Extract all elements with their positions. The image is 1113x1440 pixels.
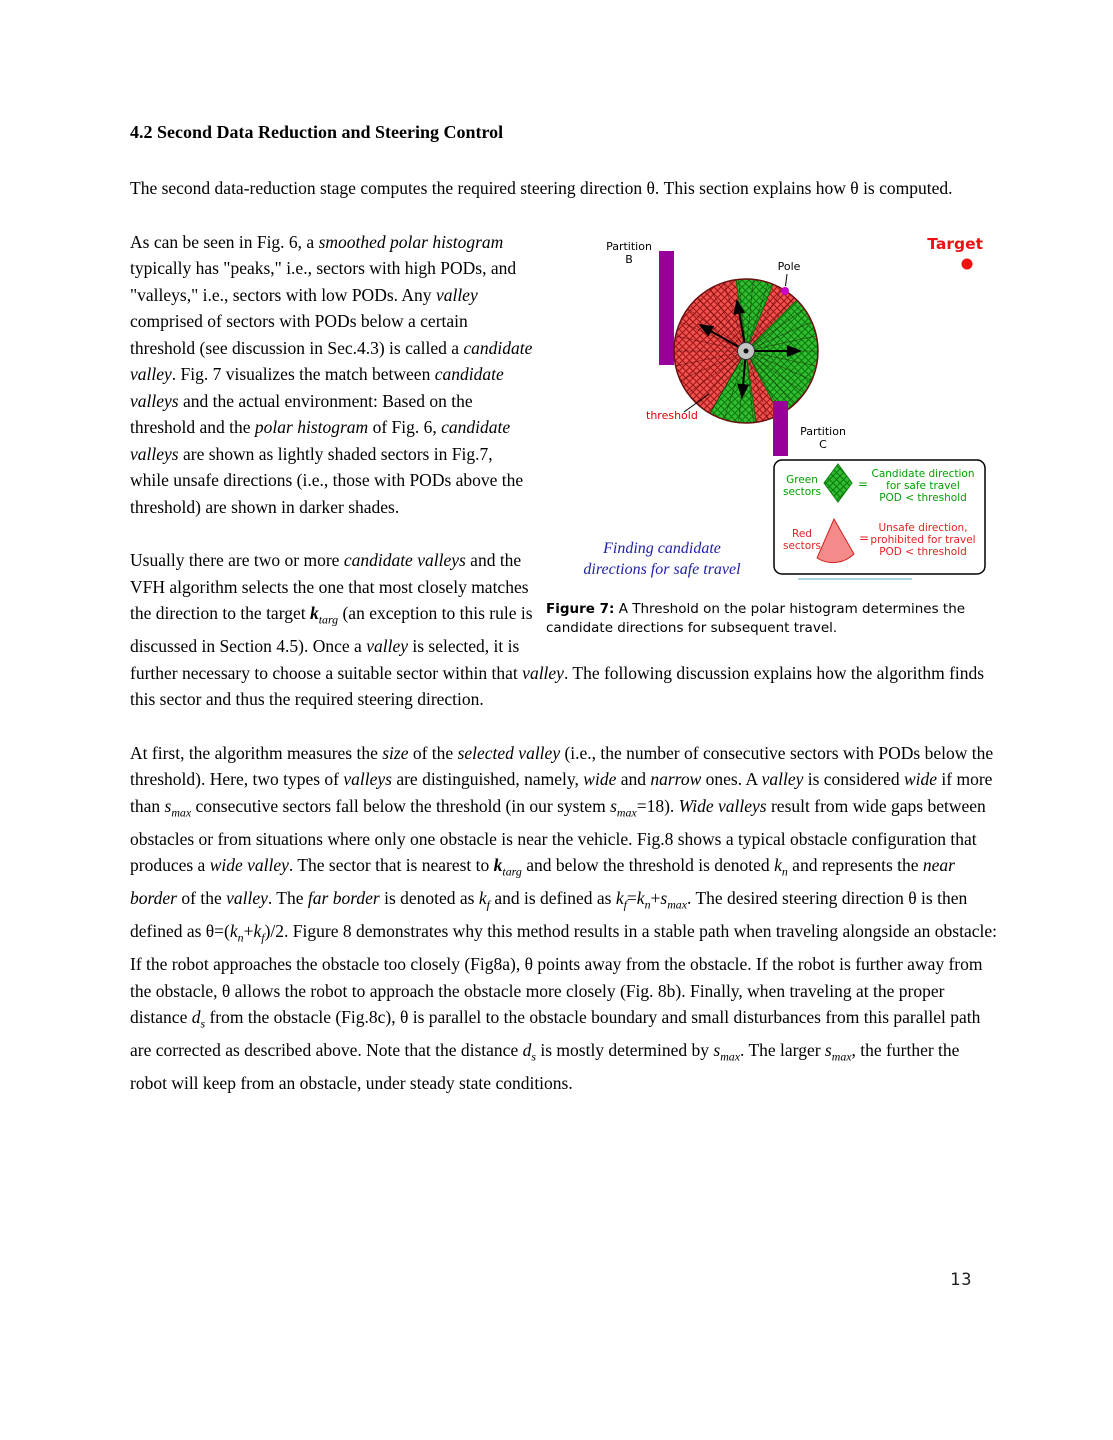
legend-green-desc-line2: for safe travel: [886, 479, 960, 492]
figure-caption-text: A Threshold on the polar histogram determines the candidate directions for subsequent travel.: [546, 600, 966, 636]
figure-7: [546, 231, 998, 638]
paragraph-usually: Usually there are two or more candidate valleys and the VFH algorithm selects the one that most closely matches the direction to the target $k_{targ}$ (an exception to this rule is discussed in Section 4.5). Once a valley is selected, it is further necessary to choose a suitable sector within that valley. The following discussion explains how the algorithm finds this sector and thus the required steering direction.: [130, 550, 985, 709]
legend-red-desc-line3: POD < threshold: [879, 545, 967, 558]
page-number: 13: [950, 1270, 973, 1290]
legend-green-equals: =: [858, 476, 869, 491]
partition-c-bar: [773, 401, 788, 456]
legend-red-equals: =: [859, 530, 870, 545]
legend-green-desc-line3: POD < threshold: [879, 491, 967, 504]
paragraph-at-first: At first, the algorithm measures the size of the selected valley (i.e., the number of consecutive sectors with PODs below the threshold). Here, two types of valleys are distinguished, namely, wide and narrow ones. A valley is considered wide if more than $s_{max}$ consecutive sectors fall below the threshold (in our system $s_{max}=18$). Wide valleys result from wide gaps between obstacles or from situations where only one obstacle is near the vehicle. Fig.8 shows a typical obstacle configuration that produces a wide valley. The sector that is nearest to $k_{targ}$ and below the threshold is denoted $k_n$ and represents the near border of the valley. The far border is denoted as $k_f$ and is defined as $k_f=k_n+s_{max}$. The desired steering direction θ is then defined as $\theta=(k_n+k_f)/2$. Figure 8 demonstrates why this method results in a stable path when traveling alongside an obstacle: If the robot approaches the obstacle too closely (Fig8a), θ points away from the obstacle. If the robot is further away from the obstacle, θ allows the robot to approach the obstacle more closely (Fig. 8b). Finally, when traveling at the proper distance $d_s$ from the obstacle (Fig.8c), θ is parallel to the obstacle boundary and small disturbances from this parallel path are corrected as described above. Note that the distance $d_s$ is mostly determined by $s_{max}$. The larger $s_{max}$, the further the robot will keep from an obstacle, under steady state conditions.: [130, 742, 998, 1093]
legend-green-word: Green: [786, 473, 818, 486]
partition-b-label-line1: Partition: [606, 239, 652, 253]
threshold-label: threshold: [646, 408, 698, 422]
legend-red-sectors-word: sectors: [782, 539, 822, 552]
legend-red-word: Red: [792, 527, 812, 540]
page-content: [130, 122, 998, 1124]
pole-label: Pole: [777, 259, 801, 273]
legend-red-desc-line1: Unsafe direction,: [878, 521, 968, 534]
target-label: Target: [927, 234, 983, 253]
text-figure-flow: [130, 229, 998, 1124]
partition-b-label-line2: B: [625, 252, 633, 266]
figure-7-diagram: [546, 231, 998, 583]
partition-c-label-line2: C: [819, 437, 827, 451]
figure-caption-label: Figure 7:: [546, 600, 615, 617]
figure-caption: [546, 600, 998, 638]
pole-pointer-line: [786, 274, 788, 286]
target-dot: [962, 258, 973, 269]
paragraph-beside-figure: As can be seen in Fig. 6, a smoothed polar histogram typically has "peaks," i.e., sectors with high PODs, and "valleys," i.e., sectors with low PODs. Any valley comprised of sectors with PODs below a certain threshold (see discussion in Sec.4.3) is called a candidate valley. Fig. 7 visualizes the match between candidate valleys and the actual environment: Based on the threshold and the polar histogram of Fig. 6, candidate valleys are shown as lightly shaded sectors in Fig.7, while unsafe directions (i.e., those with PODs above the threshold) are shown in darker shades.: [130, 231, 533, 517]
legend-red-desc-line2: prohibited for travel: [870, 533, 976, 546]
section-heading: 4.2 Second Data Reduction and Steering Control: [130, 122, 504, 142]
legend-green-sectors-word: sectors: [782, 485, 822, 498]
legend-green-desc-line1: Candidate direction: [871, 467, 975, 480]
pole-dot: [781, 287, 789, 295]
figure-inner-caption-line2: directions for safe travel: [583, 560, 741, 578]
figure-inner-caption-line1: Finding candidate: [603, 539, 721, 557]
partition-c-label-line1: Partition: [800, 424, 846, 438]
paragraph-intro: The second data-reduction stage computes the required steering direction θ. This section explains how θ is computed.: [130, 178, 953, 198]
robot-center-dot: [744, 348, 749, 353]
partition-b-bar: [659, 251, 674, 365]
